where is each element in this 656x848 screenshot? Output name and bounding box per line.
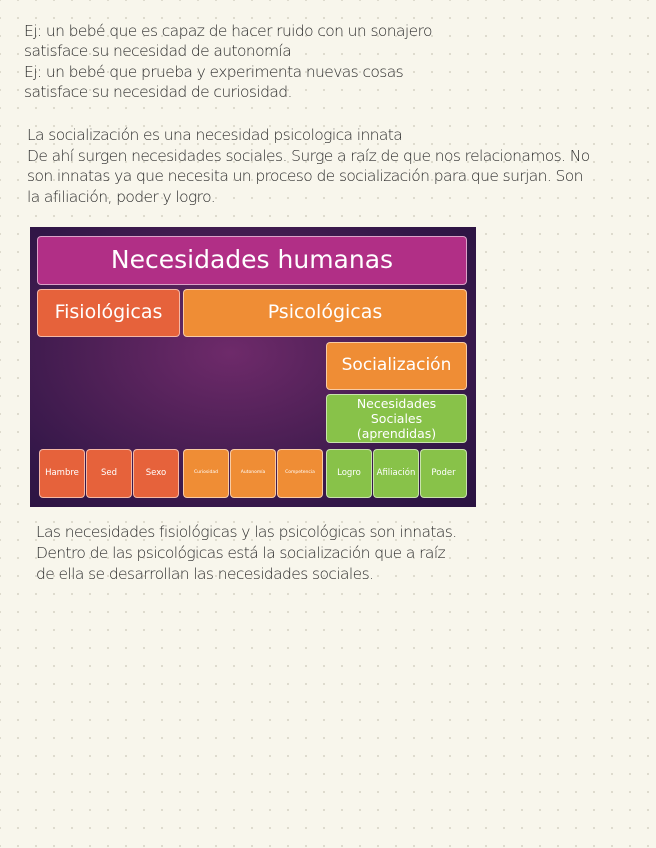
- curiosidad-box: Curiosidad: [183, 449, 229, 498]
- sed-box: Sed: [86, 449, 132, 498]
- note-line: satisface su necesidad de autonomía: [24, 42, 292, 60]
- note-line: son innatas ya que necesita un proceso de socialización para que surjan. Son: [27, 167, 583, 185]
- fisiologicas-box: Fisiológicas: [37, 289, 180, 337]
- note-line: De ahí surgen necesidades sociales. Surge a raíz de que nos relacionamos. No: [27, 147, 590, 165]
- note-line: La socialización es una necesidad psicologica innata: [27, 126, 403, 144]
- note-line: Dentro de las psicológicas está la socialización que a raíz: [36, 544, 446, 562]
- note-line: Ej: un bebé que prueba y experimenta nuevas cosas: [24, 63, 404, 81]
- sexo-box: Sexo: [133, 449, 179, 498]
- poder-box: Poder: [420, 449, 467, 498]
- hambre-box: Hambre: [39, 449, 85, 498]
- slide-title-box: Necesidades humanas: [37, 236, 467, 285]
- socializacion-box: Socialización: [326, 342, 467, 390]
- note-line: de ella se desarrollan las necesidades sociales.: [36, 565, 374, 583]
- slide-image: [30, 227, 476, 507]
- autonomia-box: Autonomía: [230, 449, 276, 498]
- competencia-box: Competencia: [277, 449, 323, 498]
- note-line: la afiliación, poder y logro.: [27, 188, 216, 206]
- necesidades-sociales-box: Necesidades Sociales (aprendidas): [326, 394, 467, 443]
- note-line: Ej: un bebé que es capaz de hacer ruido con un sonajero: [24, 22, 432, 40]
- psicologicas-box: Psicológicas: [183, 289, 467, 337]
- note-line: Las necesidades fisiológicas y las psicológicas son innatas.: [36, 523, 457, 541]
- logro-box: Logro: [326, 449, 372, 498]
- note-line: satisface su necesidad de curiosidad.: [24, 83, 292, 101]
- afiliacion-box: Afiliación: [373, 449, 419, 498]
